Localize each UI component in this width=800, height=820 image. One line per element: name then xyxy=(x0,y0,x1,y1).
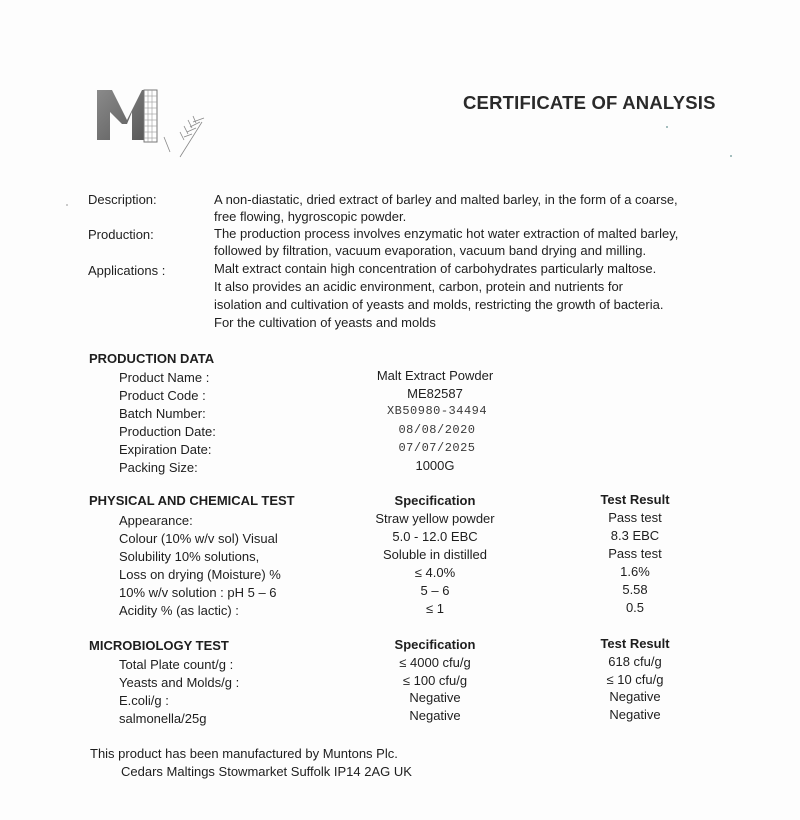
applications-text-line: For the cultivation of yeasts and molds xyxy=(214,315,436,330)
micro-row-label: Yeasts and Molds/g : xyxy=(119,675,240,690)
test-row-result: Pass test xyxy=(608,546,662,561)
applications-text-line: Malt extract contain high concentration of carbohydrates particularly maltose. xyxy=(214,261,657,276)
scan-speck xyxy=(666,126,668,128)
test-row-label: Loss on drying (Moisture) % xyxy=(119,567,281,582)
test-row-spec: 5 – 6 xyxy=(420,583,450,598)
applications-text-line: isolation and cultivation of yeasts and molds, restricting the growth of bacteria. xyxy=(214,297,664,312)
product-code-value: ME82587 xyxy=(407,386,463,401)
scan-speck xyxy=(66,204,68,206)
micro-row-spec: Negative xyxy=(409,690,461,705)
manufacturer-statement: This product has been manufactured by Muntons Plc. xyxy=(90,746,398,761)
micro-row-spec: Negative xyxy=(409,708,461,723)
test-row-result: 5.58 xyxy=(622,582,648,597)
logo-graphic xyxy=(92,82,212,162)
micro-row-label: Total Plate count/g : xyxy=(119,657,234,672)
micro-row-spec: ≤ 4000 cfu/g xyxy=(399,655,471,670)
production-text-line: The production process involves enzymatic hot water extraction of malted barley, xyxy=(214,226,679,241)
batch-number-label: Batch Number: xyxy=(119,406,206,421)
batch-number-value: XB50980-34494 xyxy=(386,404,488,418)
test-row-spec: ≤ 1 xyxy=(426,601,444,616)
test-row-spec: Soluble in distilled xyxy=(382,547,488,562)
micro-row-label: E.coli/g : xyxy=(119,693,169,708)
micro-row-result: ≤ 10 cfu/g xyxy=(606,672,664,687)
test-row-label: Appearance: xyxy=(119,513,193,528)
applications-label: Applications : xyxy=(88,263,166,278)
test-row-result: 1.6% xyxy=(620,564,650,579)
document-title: CERTIFICATE OF ANALYSIS xyxy=(463,92,716,113)
physical-chemical-title: PHYSICAL AND CHEMICAL TEST xyxy=(89,493,295,508)
company-logo xyxy=(92,82,212,162)
test-row-spec: Straw yellow powder xyxy=(375,511,495,526)
test-row-label: Solubility 10% solutions, xyxy=(119,549,260,564)
micro-row-result: 618 cfu/g xyxy=(608,654,662,669)
production-date-value: 08/08/2020 xyxy=(398,423,476,437)
description-text-line: A non-diastatic, dried extract of barley and malted barley, in the form of a coarse, xyxy=(214,192,678,207)
micro-row-result: Negative xyxy=(609,707,661,722)
packing-size-value: 1000G xyxy=(415,458,455,473)
test-row-label: Colour (10% w/v sol) Visual xyxy=(119,531,278,546)
test-row-result: 8.3 EBC xyxy=(610,528,660,543)
manufacturer-address: Cedars Maltings Stowmarket Suffolk IP14 2AG UK xyxy=(121,764,412,779)
expiration-date-label: Expiration Date: xyxy=(119,442,212,457)
spec-column-header: Specification xyxy=(394,493,476,508)
description-label: Description: xyxy=(88,192,157,207)
production-data-title: PRODUCTION DATA xyxy=(89,351,215,366)
spec-column-header: Specification xyxy=(394,637,476,652)
product-name-label: Product Name : xyxy=(119,370,210,385)
micro-row-spec: ≤ 100 cfu/g xyxy=(402,673,468,688)
result-column-header: Test Result xyxy=(600,492,670,507)
expiration-date-value: 07/07/2025 xyxy=(398,441,476,455)
test-row-label: 10% w/v solution : pH 5 – 6 xyxy=(119,585,277,600)
test-row-label: Acidity % (as lactic) : xyxy=(119,603,239,618)
test-row-result: Pass test xyxy=(608,510,662,525)
result-column-header: Test Result xyxy=(600,636,670,651)
production-date-label: Production Date: xyxy=(119,424,216,439)
micro-row-result: Negative xyxy=(609,689,661,704)
product-code-label: Product Code : xyxy=(119,388,206,403)
packing-size-label: Packing Size: xyxy=(119,460,198,475)
test-row-spec: ≤ 4.0% xyxy=(414,565,456,580)
micro-row-label: salmonella/25g xyxy=(119,711,207,726)
test-row-spec: 5.0 - 12.0 EBC xyxy=(392,529,478,544)
test-row-result: 0.5 xyxy=(625,600,645,615)
product-name-value: Malt Extract Powder xyxy=(376,368,494,383)
applications-text-line: It also provides an acidic environment, carbon, protein and nutrients for xyxy=(214,279,624,294)
scan-speck xyxy=(730,155,732,157)
microbiology-title: MICROBIOLOGY TEST xyxy=(89,638,229,653)
production-text-line: followed by filtration, vacuum evaporation, vacuum band drying and milling. xyxy=(214,243,647,258)
production-label: Production: xyxy=(88,227,154,242)
description-text-line: free flowing, hygroscopic powder. xyxy=(214,209,407,224)
